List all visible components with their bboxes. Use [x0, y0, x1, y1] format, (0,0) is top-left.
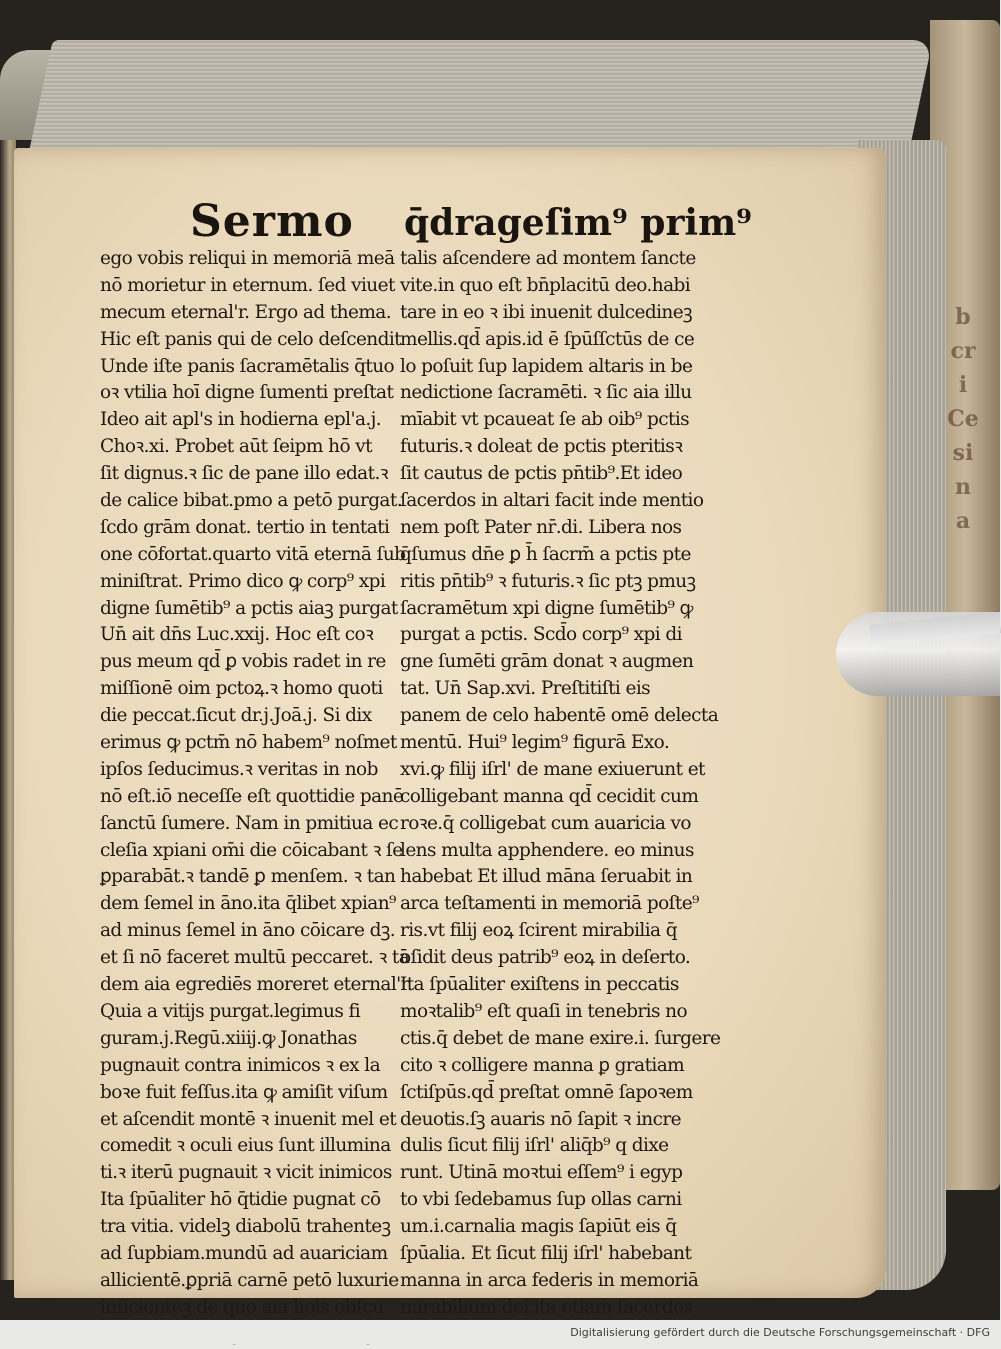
text-line: mentū. Hui⁹ legim⁹ figurā Exo. — [400, 732, 670, 754]
text-line: Choꝛ.xi. Probet aūt ſeipm hō vt — [100, 436, 372, 458]
text-line: ad minus ſemel in āno cōicare dꝫ. — [100, 920, 396, 942]
text-line: miſſionē oim pctoꝝ.ꝛ homo quoti — [100, 678, 383, 700]
text-line: pugnauit contra inimicos ꝛ ex la — [100, 1054, 381, 1076]
text-line: miniſtrat. Primo dico ꝙ corp⁹ xpi — [100, 570, 386, 592]
cover-edge-fragment: cr — [950, 338, 976, 364]
text-line: ris.vt filij eoꝝ ſcirent mirabilia q̄ — [400, 920, 677, 942]
text-line: Ita ſpūaliter hō q̄tidie pugnat cō — [100, 1189, 381, 1211]
text-line: ſit cautus de pctis pn̄tib⁹.Et ideo — [400, 463, 683, 485]
text-line: Quia a vitijs purgat.legimus fi — [100, 1000, 361, 1022]
text-line: deuotis.ſꝫ auaris nō ſapit ꝛ incre — [400, 1108, 681, 1130]
text-line: et aſcendit montē ꝛ inuenit mel et — [100, 1108, 397, 1130]
text-line: nem poſt Pater nr̄.di. Libera nos — [400, 516, 682, 538]
text-line: tat. Un̄ Sap.xvi. Preſtitiſti eis — [400, 678, 651, 700]
text-line: cito ꝛ colligere manna ꝑ gratiam — [400, 1054, 685, 1076]
text-line: dem aia egrediēs moreret eternal'r. — [100, 974, 413, 996]
text-line: allicientē.ꝑpriā carnē petō luxurie — [100, 1269, 399, 1291]
text-line: runt. Utinā moꝛtui eſſem⁹ i egyp — [400, 1162, 683, 1184]
text-line: guram.j.Regū.xiiij.ꝙ Jonathas — [100, 1027, 357, 1049]
text-line: die peccat.ſicut dr.j.Joā.j. Si dix — [100, 705, 372, 727]
cover-edge-fragment: Ce — [947, 406, 979, 432]
text-line: de calice bibat.pmo a petō purgat. — [100, 490, 402, 512]
text-line: purgat a pctis. Scd̄o corp⁹ xpi di — [400, 624, 682, 646]
text-line: mirabilium dei.ita etiam ſacerdos — [400, 1296, 693, 1318]
text-line: moꝛtalib⁹ eſt quaſi in tenebris no — [400, 1000, 688, 1022]
page-holder-clip — [836, 612, 1000, 696]
cover-edge-fragment: n — [955, 474, 971, 500]
running-head-left: Sermo — [190, 196, 354, 247]
text-line: ſacramētum xpi digne ſumētib⁹ ꝙ — [400, 597, 693, 619]
text-line: ſcdo grām donat. tertio in tentati — [100, 516, 390, 538]
text-column-left — [100, 246, 413, 1349]
text-line: lens multa apphendere. eo minus — [400, 839, 694, 861]
text-line: talis aſcendere ad montem ſancte — [400, 248, 696, 269]
text-line: habebat Et illud māna ſeruabit in — [400, 866, 693, 888]
text-line: ſacerdos in altari facit inde mentio — [400, 490, 704, 512]
text-line: tare in eo ꝛ ibi inuenit dulcedineꝫ — [400, 301, 692, 323]
cover-edge-fragment: i — [958, 372, 968, 398]
text-line: ad ſupbiam.mundū ad auariciam — [100, 1242, 388, 1264]
text-line: ritis pn̄tib⁹ ꝛ futuris.ꝛ ſic ptꝫ pmuꝫ — [400, 570, 696, 592]
page-stack-top — [27, 40, 933, 160]
text-line: ſanctū ſumere. Nam in pmitiua ec — [100, 812, 399, 834]
text-line: one cōfortat.quarto vitā eternā ſub — [100, 543, 406, 565]
text-line: tra vitia. videlꝫ diabolū trahenteꝫ — [100, 1216, 391, 1238]
text-line: vite.in quo eſt bn̄placitū deo.habi — [400, 274, 691, 296]
text-line: Hic eſt panis qui de celo deſcendit — [100, 328, 402, 350]
text-line: ꝑparabāt.ꝛ tandē ꝑ menſem. ꝛ tan — [100, 866, 396, 888]
text-line: ſctiſpūs.qd̄ preſtat omnē ſapoꝛem — [400, 1081, 693, 1103]
footer-credit: Digitalisierung gefördert durch die Deutsche Forschungsgemeinschaft · DFG — [570, 1326, 990, 1339]
text-line: colligebant manna qd̄ cecidit cum — [400, 785, 699, 807]
text-line: ego vobis reliqui in memoriā meā — [100, 248, 395, 269]
text-line: Un̄ ait dn̄s Luc.xxij. Hoc eſt coꝛ — [100, 624, 374, 646]
text-line: nō morietur in eternum. ſed viuet — [100, 274, 395, 296]
text-line: panem de celo habentē omē delecta — [400, 705, 719, 727]
text-line: comedit ꝛ oculi eius ſunt illumina — [100, 1135, 391, 1157]
text-line: boꝛe fuit feſſus.ita ꝙ amiſit viſum — [100, 1081, 388, 1103]
text-line: Ita ſpūaliter exiſtens in peccatis — [400, 974, 679, 996]
text-line: futuris.ꝛ doleat de pctis pteritisꝛ — [400, 436, 683, 458]
text-line: xvi.ꝙ filij iſrl' de mane exiuerunt et — [400, 758, 705, 780]
running-head-right: q̄drageſim⁹ prim⁹ — [404, 202, 752, 244]
cover-edge-fragment: b — [955, 304, 971, 330]
text-line: inficienteꝫ.de quo aia hois obſcu — [100, 1296, 384, 1318]
text-line: um.i.carnalia magis ſapiūt eis q̄ — [400, 1216, 677, 1238]
text-line: ctis.q̄ debet de mane exire.i. ſurgere — [400, 1027, 721, 1049]
text-line: gne ſumēti grām donat ꝛ augmen — [400, 651, 694, 673]
text-line: pus meum qd̄ ꝑ vobis radet in re — [100, 651, 386, 673]
text-line: dem ſemel in āno.ita q̄libet xpian⁹ — [100, 893, 396, 915]
text-line: cleſia xpiani om̄i die cōicabant ꝛ ſe — [100, 839, 403, 861]
text-column-right — [400, 246, 721, 1349]
text-line: Unde iſte panis ſacramētalis q̄tuo — [100, 355, 395, 377]
text-line: lo poſuit ſup lapidem altaris in be — [400, 355, 693, 377]
text-line: oꝛ vtilia hoī digne ſumenti preſtat — [100, 382, 394, 404]
text-line: ipſos ſeducimus.ꝛ veritas in nob — [100, 758, 378, 780]
text-line: mīabit vt pcaueat ſe ab oib⁹ pctis — [400, 409, 690, 431]
text-line: mellis.qd̄ apis.id ē ſpūſſctūs de ce — [400, 328, 695, 350]
text-line: oſidit deus patrib⁹ eoꝝ in deſerto. — [400, 947, 691, 969]
text-line: arca teſtamenti in memoriā poſte⁹ — [400, 893, 699, 915]
text-line: dulis ſicut filij iſrl' aliq̄b⁹ q dixe — [400, 1135, 669, 1157]
text-line: Ideo ait apl's in hodierna epl'a.j. — [100, 409, 382, 431]
text-line: nedictione ſacramēti. ꝛ ſic aia illu — [400, 382, 692, 404]
text-line: digne ſumētib⁹ a pctis aiaꝫ purgat — [100, 597, 398, 619]
text-line: to vbi ſedebamus ſup ollas carni — [400, 1189, 682, 1211]
text-line: ti.ꝛ iterū pugnauit ꝛ vicit inimicos — [100, 1162, 392, 1184]
text-line: q̄ſumus dn̄e ꝑ h̄ ſacrm̄ a pctis pte — [400, 543, 691, 565]
text-line: nō eſt.iō neceſſe eſt quottidie panē — [100, 785, 404, 807]
cover-edge-fragment: a — [955, 508, 971, 534]
text-line: manna in arca federis in memoriā — [400, 1269, 699, 1291]
text-line: roꝛe.q̄ colligebat cum auaricia vo — [400, 812, 691, 834]
text-line: ſit dignus.ꝛ ſic de pane illo edat.ꝛ — [100, 463, 388, 485]
cover-edge-fragment: si — [952, 440, 974, 466]
text-line: erimus ꝙ pctm̄ nō habem⁹ noſmet — [100, 732, 397, 754]
text-line: ſpūalia. Et ſicut filij iſrl' habebant — [400, 1242, 692, 1264]
text-line: et ſi nō faceret multū peccaret. ꝛ tā — [100, 947, 410, 969]
text-line: mecum eternal'r. Ergo ad thema. — [100, 301, 391, 323]
